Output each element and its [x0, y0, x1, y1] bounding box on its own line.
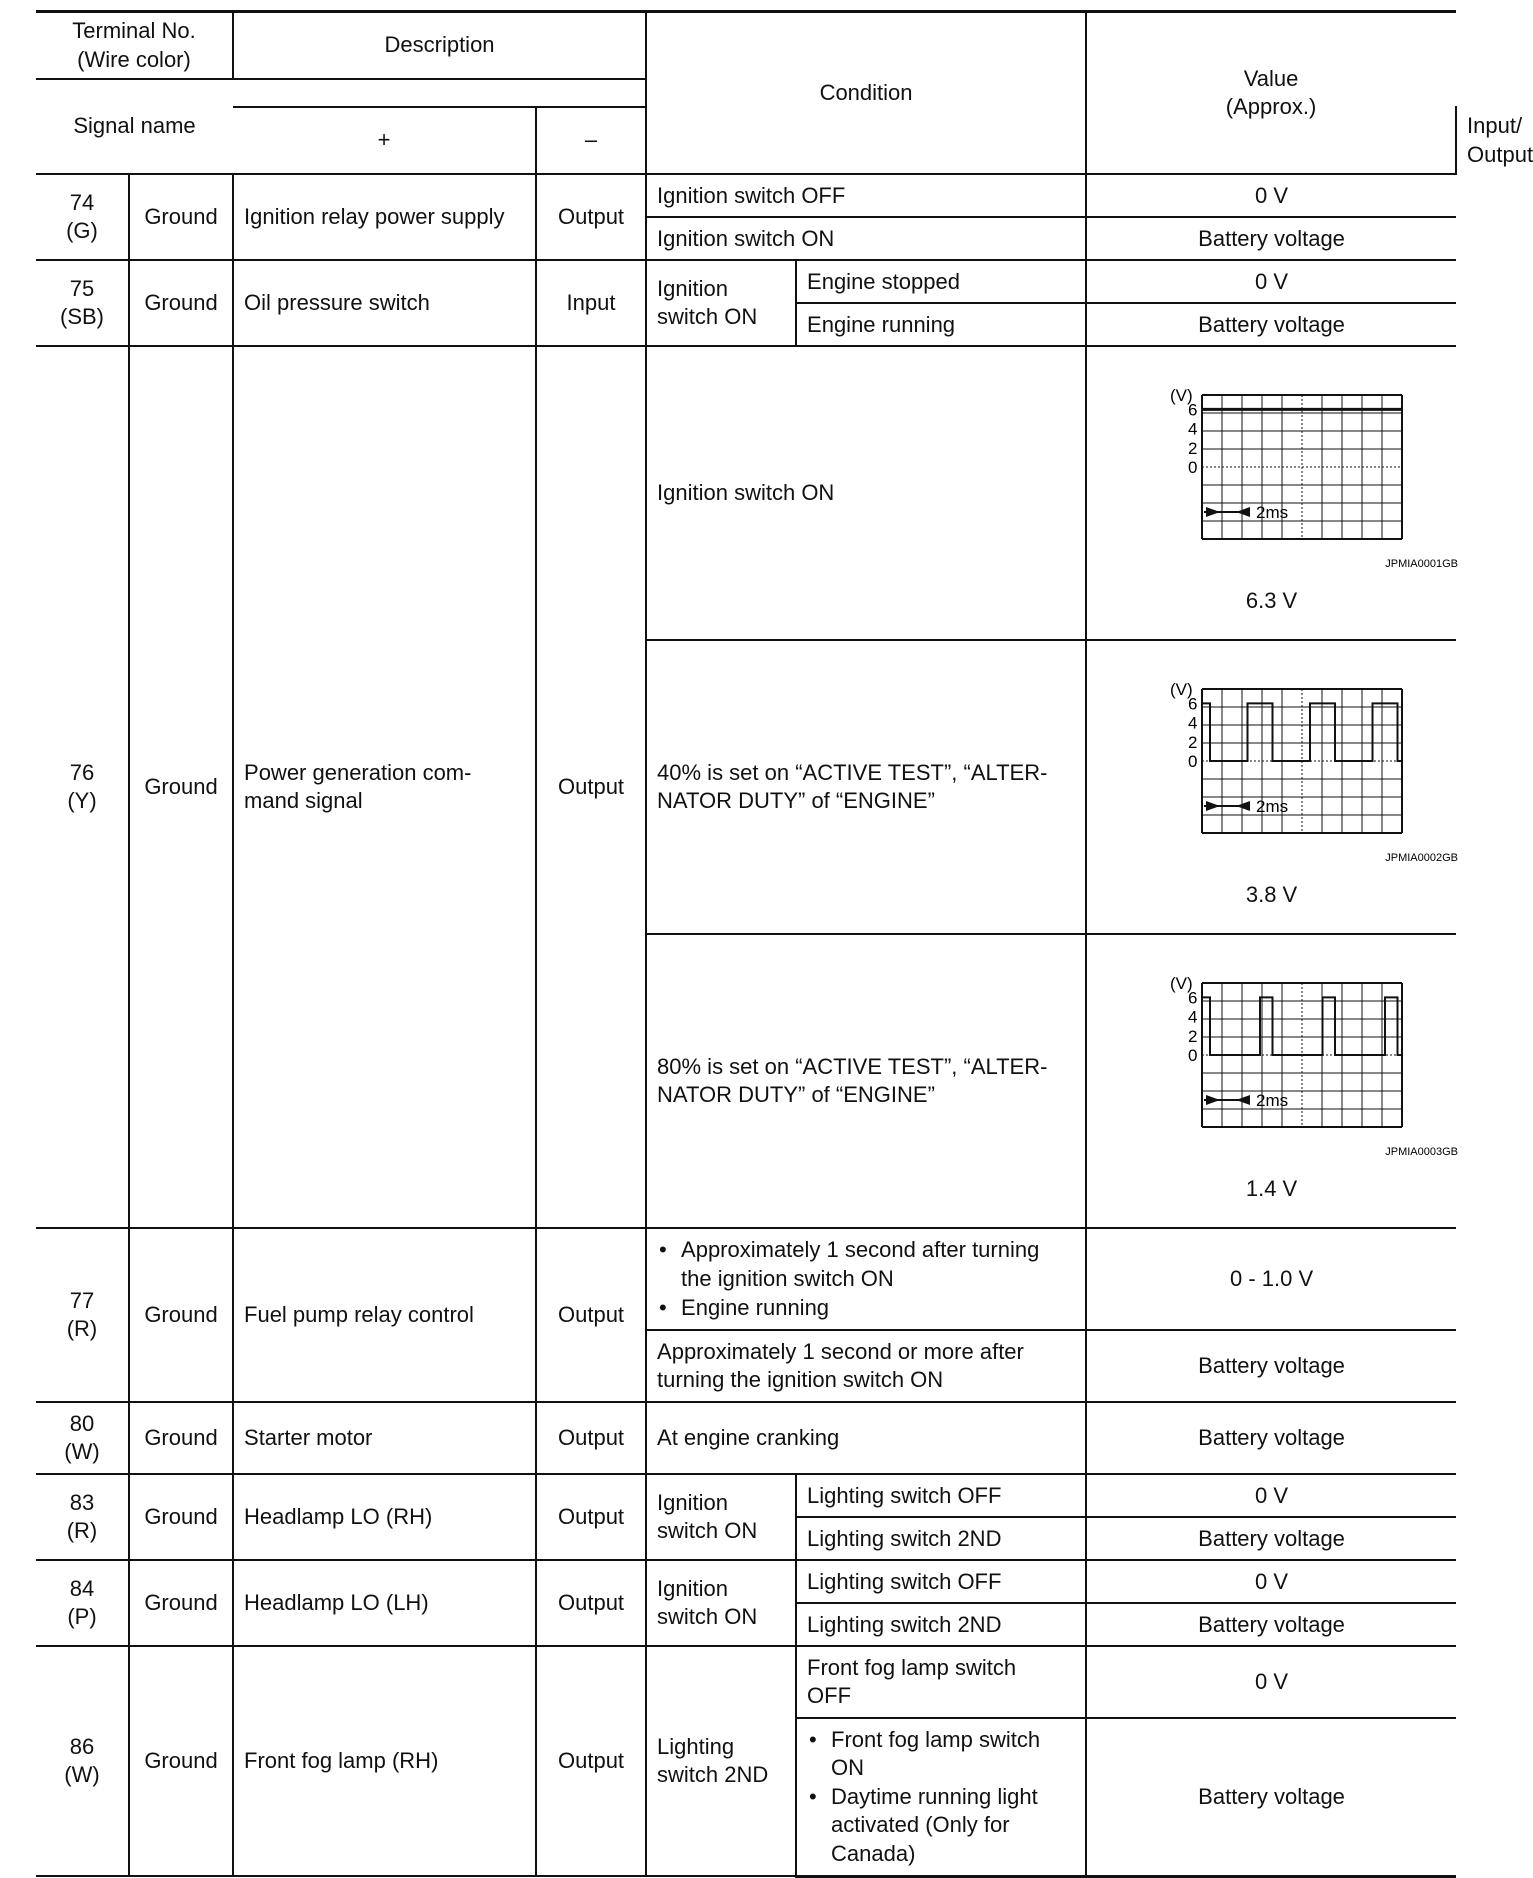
axis-tick-label: 4 — [1187, 1007, 1198, 1027]
ground-cell: Ground — [129, 1474, 233, 1560]
axis-unit-label: (V) — [1169, 386, 1193, 406]
header-value: Value (Approx.) — [1086, 12, 1456, 175]
signal-name-cell: Ignition relay power supply — [233, 174, 536, 260]
waveform-value: 3.8 V — [1245, 882, 1298, 908]
condition-bullet-list — [807, 1726, 1075, 1869]
axis-tick-label: 0 — [1187, 1046, 1198, 1066]
axis-tick-label: 2 — [1187, 732, 1198, 752]
waveform-value-cell — [1086, 640, 1456, 934]
condition-cell: Lighting switch 2ND — [796, 1517, 1086, 1560]
arrow-right-icon — [1206, 507, 1220, 517]
condition-cell: Engine running — [796, 303, 1086, 346]
condition-bullet: • Engine running — [681, 1294, 1075, 1323]
terminal-cell: 84 (P) — [36, 1560, 129, 1646]
waveform-trace — [1202, 703, 1402, 761]
waveform-value: 6.3 V — [1245, 588, 1298, 614]
axis-tick-label: 6 — [1187, 400, 1198, 420]
condition-bullet-list — [657, 1236, 1075, 1322]
waveform-value-cell — [1086, 346, 1456, 640]
ground-cell: Ground — [129, 1228, 233, 1402]
value-cell: Battery voltage — [1086, 217, 1456, 260]
condition-cell: Lighting switch 2ND — [796, 1603, 1086, 1646]
signal-name-cell: Headlamp LO (RH) — [233, 1474, 536, 1560]
condition-cell: At engine cranking — [646, 1402, 1086, 1474]
value-cell: Battery voltage — [1086, 1402, 1456, 1474]
io-cell: Output — [536, 1560, 646, 1646]
condition-cell — [796, 1718, 1086, 1876]
arrow-right-icon — [1206, 1095, 1220, 1105]
axis-tick-label: 2 — [1187, 1026, 1198, 1046]
signal-name-cell: Headlamp LO (LH) — [233, 1560, 536, 1646]
io-cell: Output — [536, 1646, 646, 1876]
value-cell: 0 V — [1086, 1646, 1456, 1718]
signal-name-cell: Starter motor — [233, 1402, 536, 1474]
value-cell: 0 V — [1086, 1474, 1456, 1517]
arrow-left-icon — [1236, 801, 1250, 811]
terminal-cell: 77 (R) — [36, 1228, 129, 1402]
scope-grid — [1202, 395, 1402, 539]
figure-code: JPMIA0002GB — [1384, 852, 1458, 865]
ground-cell: Ground — [129, 346, 233, 1228]
condition-cell: 40% is set on “ACTIVE TEST”, “ALTER- NATOR DUTY” of “ENGINE” — [646, 640, 1086, 934]
condition-cell: Approximately 1 second or more after turning the ignition switch ON — [646, 1330, 1086, 1402]
condition-group-cell: Ignition switch ON — [646, 1474, 796, 1560]
condition-cell: Ignition switch ON — [646, 217, 1086, 260]
figure-code: JPMIA0003GB — [1384, 1146, 1458, 1159]
time-scale-label: 2ms — [1255, 797, 1288, 817]
io-cell: Output — [536, 1228, 646, 1402]
arrow-left-icon — [1236, 1095, 1250, 1105]
axis-tick-label: 0 — [1187, 458, 1198, 478]
header-plus: + — [233, 107, 536, 174]
condition-cell: Ignition switch ON — [646, 346, 1086, 640]
waveform-chart — [1122, 671, 1458, 881]
terminal-cell: 75 (SB) — [36, 260, 129, 346]
io-cell: Output — [536, 1474, 646, 1560]
io-cell: Output — [536, 1402, 646, 1474]
terminal-cell: 80 (W) — [36, 1402, 129, 1474]
condition-cell: 80% is set on “ACTIVE TEST”, “ALTER- NATOR DUTY” of “ENGINE” — [646, 934, 1086, 1228]
axis-tick-label: 4 — [1187, 713, 1198, 733]
value-cell: Battery voltage — [1086, 1330, 1456, 1402]
ground-cell: Ground — [129, 1560, 233, 1646]
signal-name-cell: Power generation com- mand signal — [233, 346, 536, 1228]
condition-cell: Lighting switch OFF — [796, 1474, 1086, 1517]
terminal-cell: 76 (Y) — [36, 346, 129, 1228]
ground-cell: Ground — [129, 174, 233, 260]
waveform-trace — [1202, 997, 1402, 1055]
condition-cell: Front fog lamp switch OFF — [796, 1646, 1086, 1718]
ground-cell: Ground — [129, 1402, 233, 1474]
terminal-cell: 74 (G) — [36, 174, 129, 260]
condition-cell: Lighting switch OFF — [796, 1560, 1086, 1603]
signal-name-cell: Oil pressure switch — [233, 260, 536, 346]
condition-cell — [646, 1228, 1086, 1330]
value-cell: Battery voltage — [1086, 1517, 1456, 1560]
header-condition: Condition — [646, 12, 1086, 175]
waveform-chart — [1122, 377, 1458, 587]
header-signal-name: Signal name — [36, 79, 233, 174]
header-terminal: Terminal No. (Wire color) — [36, 12, 233, 80]
value-cell: Battery voltage — [1086, 1603, 1456, 1646]
waveform-chart — [1122, 965, 1458, 1175]
axis-tick-label: 0 — [1187, 752, 1198, 772]
arrow-right-icon — [1206, 801, 1220, 811]
axis-tick-label: 4 — [1187, 419, 1198, 439]
signal-name-cell: Fuel pump relay control — [233, 1228, 536, 1402]
value-cell: Battery voltage — [1086, 303, 1456, 346]
terminal-cell: 83 (R) — [36, 1474, 129, 1560]
condition-group-cell: Ignition switch ON — [646, 260, 796, 346]
header-minus: – — [536, 107, 646, 174]
condition-group-cell: Lighting switch 2ND — [646, 1646, 796, 1876]
value-cell: Battery voltage — [1086, 1718, 1456, 1876]
header-description: Description — [233, 12, 646, 80]
axis-tick-label: 6 — [1187, 988, 1198, 1008]
axis-unit-label: (V) — [1169, 680, 1193, 700]
time-scale-label: 2ms — [1255, 1091, 1288, 1111]
value-cell: 0 V — [1086, 174, 1456, 217]
terminal-cell: 86 (W) — [36, 1646, 129, 1876]
signal-name-cell: Front fog lamp (RH) — [233, 1646, 536, 1876]
value-cell: 0 V — [1086, 260, 1456, 303]
waveform-value-cell — [1086, 934, 1456, 1228]
axis-tick-label: 2 — [1187, 438, 1198, 458]
terminal-spec-table: Terminal No. (Wire color) Description Condition Value (Approx.) Signal name + – Input/ Output 74 (G) Ground Ignition relay power supply Output Ignition switch OFF 0 V Ignition switch ON Battery voltage 75 (SB) Ground Oil pressure switch Input Ignition switch ON Engine stopped 0 V Engine running Battery voltage 76 (Y) Ground Power generation com- mand signal Output Ignition switch ON (V) 6 4 2 0 2ms JPMIA0001GB 6.3 V 40% is set on “ACTIVE TEST”, “ALTER- NATOR DUTY” of “ENGINE” (V) 6 4 2 0 2ms JPMIA0002GB 3.8 V 80% is set on “ACTIVE TEST”, “ALTER- NATOR DUTY” of “ENGINE” (V) 6 4 2 0 2ms JPMIA0003GB 1.4 V 77 (R) Ground Fuel pump relay control Output • Approximately 1 second after turning the ignition switch ON • Engine running 0 - 1.0 V Approximately 1 second or more after turning the ignition switch ON Battery voltage 80 (W) Ground Starter motor Output At engine cranking Battery voltage 83 (R) Ground Headlamp LO (RH) Output Ignition switch ON Lighting switch OFF 0 V Lighting switch 2ND Battery voltage 84 (P) Ground Headlamp LO (LH) Output Ignition switch ON Lighting switch OFF 0 V Lighting switch 2ND Battery voltage 86 (W) Ground Front fog lamp (RH) Output Lighting switch 2ND Front fog lamp switch OFF 0 V • Front fog lamp switch ON • Daytime running light activated (Only for Canada) Battery voltage — [36, 10, 1456, 1878]
value-cell: 0 V — [1086, 1560, 1456, 1603]
ground-cell: Ground — [129, 1646, 233, 1876]
condition-bullet: • Front fog lamp switch ON — [831, 1726, 1075, 1783]
condition-cell: Ignition switch OFF — [646, 174, 1086, 217]
value-cell: 0 - 1.0 V — [1086, 1228, 1456, 1330]
arrow-left-icon — [1236, 507, 1250, 517]
figure-code: JPMIA0001GB — [1384, 558, 1458, 571]
axis-unit-label: (V) — [1169, 974, 1193, 994]
io-cell: Input — [536, 260, 646, 346]
ground-cell: Ground — [129, 260, 233, 346]
condition-cell: Engine stopped — [796, 260, 1086, 303]
io-cell: Output — [536, 346, 646, 1228]
waveform-value: 1.4 V — [1245, 1176, 1298, 1202]
condition-bullet: • Daytime running light activated (Only for Canada) — [831, 1783, 1075, 1869]
axis-tick-label: 6 — [1187, 694, 1198, 714]
condition-bullet: • Approximately 1 second after turning the ignition switch ON — [681, 1236, 1075, 1293]
time-scale-label: 2ms — [1255, 503, 1288, 523]
io-cell: Output — [536, 174, 646, 260]
condition-group-cell: Ignition switch ON — [646, 1560, 796, 1646]
